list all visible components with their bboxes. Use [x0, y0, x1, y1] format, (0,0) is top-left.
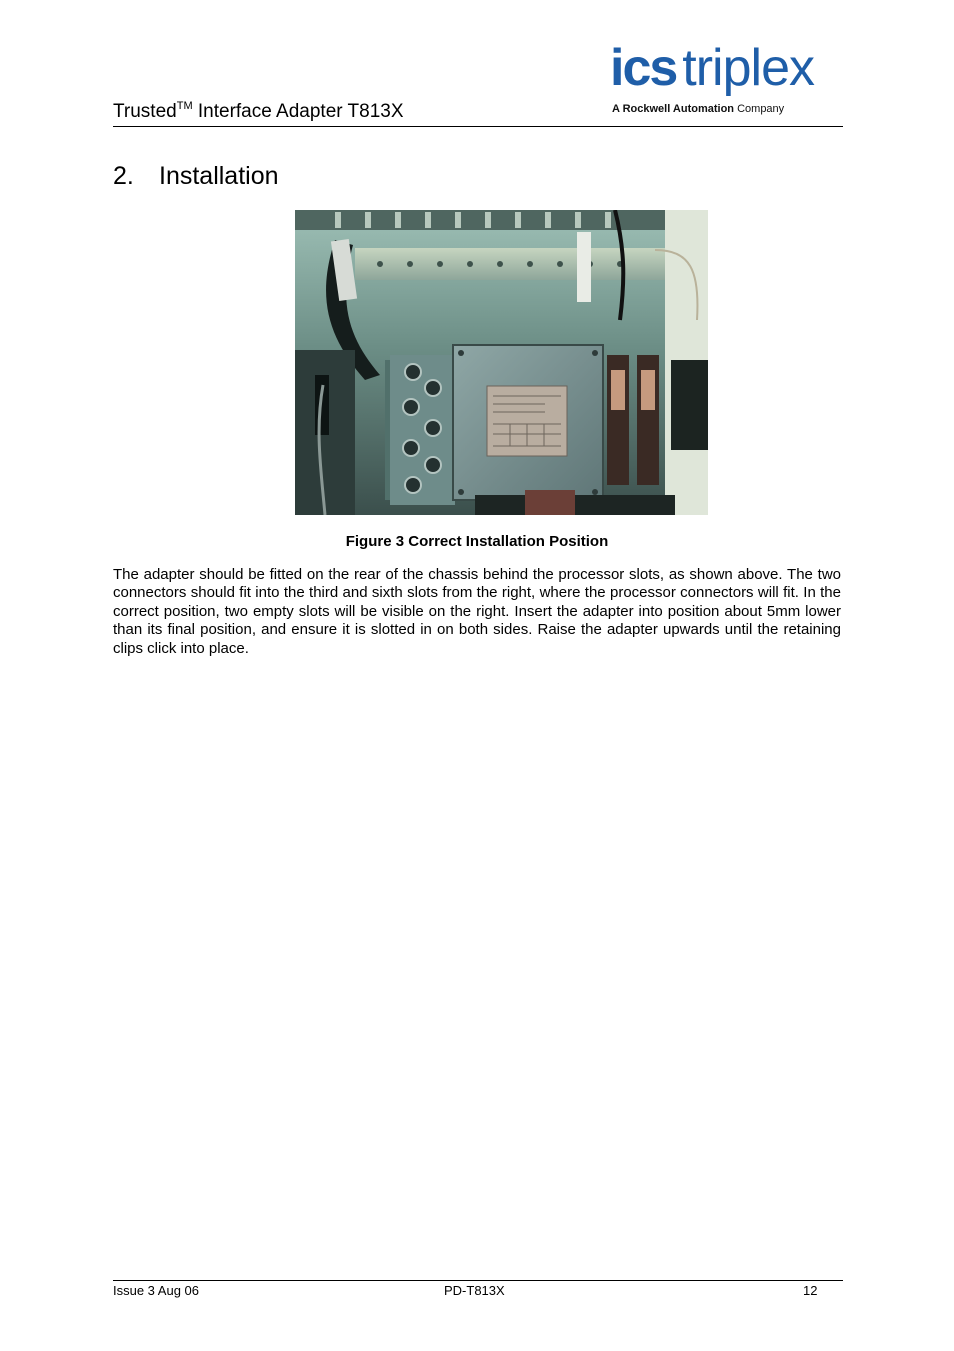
logo-tagline-text: A Rockwell Automation: [612, 103, 735, 115]
figure-caption: Figure 3 Correct Installation Position: [345, 533, 609, 550]
footer-rule: [113, 1280, 843, 1281]
photo-illustration: [295, 210, 708, 515]
document-title: [113, 100, 404, 124]
body-paragraph: The adapter should be fitted on the rear of the chassis behind the processor slots, as shown above. The two connectors should fit into the third and sixth slots from the right, where the processor connectors will fit. In the correct position, two empty slots will be visible on the right. Insert the adapter into position about 5mm lower than its final position, and ensure it is slotted in on both sides. Raise the adapter upwards until the retaining clips click into place.: [113, 566, 841, 657]
title-rest: Interface Adapter T813X: [192, 101, 404, 122]
logo-tagline: [612, 103, 784, 115]
title-main: Trusted: [113, 101, 177, 122]
logo-ics: ics: [610, 39, 677, 97]
logo-company: Company: [737, 103, 785, 115]
header-rule: [113, 126, 843, 127]
footer-issue: Issue 3 Aug 06: [113, 1283, 200, 1298]
section-heading: [113, 160, 279, 192]
trademark-sup: TM: [176, 100, 193, 112]
footer-page-number: 12: [803, 1283, 818, 1298]
installation-photo: [295, 210, 708, 515]
section-title: Installation: [159, 162, 279, 190]
section-number: 2.: [113, 162, 134, 190]
logo-triplex: triplex: [682, 39, 815, 97]
ics-triplex-logo: [610, 39, 846, 120]
footer-doc-id: PD-T813X: [444, 1283, 505, 1298]
logo-wordmark: [610, 38, 814, 98]
